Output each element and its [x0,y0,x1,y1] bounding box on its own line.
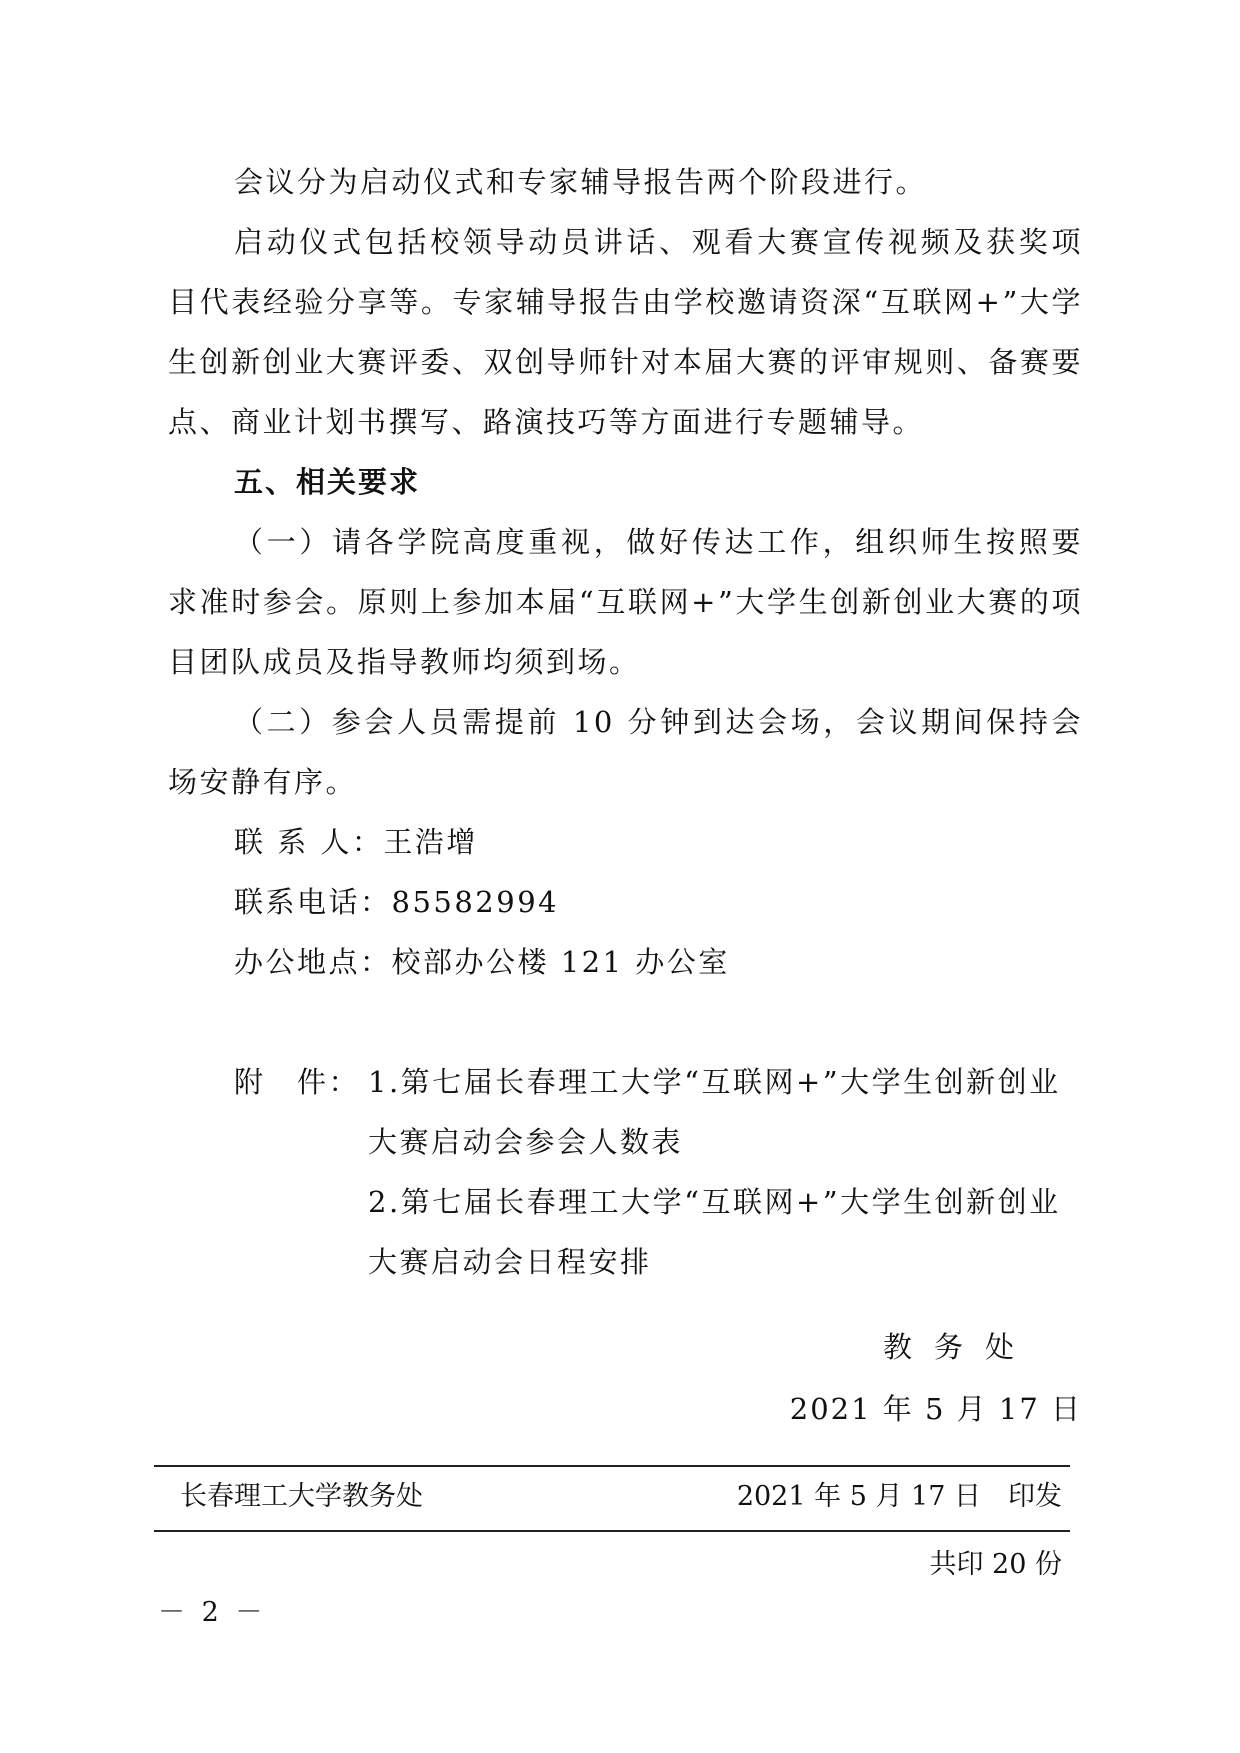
footer-divider-top [154,1465,1070,1467]
paragraph-meeting-stages: 会议分为启动仪式和专家辅导报告两个阶段进行。 [234,165,928,199]
signature-org: 教务处 [882,1330,1036,1364]
signature-date: 2021 年 5 月 17 日 [789,1392,1082,1426]
attachments-block [168,1052,1083,1292]
document-body [168,152,1083,1292]
spacer [168,992,1083,1052]
footer-divider-bottom [154,1530,1070,1532]
signature-block [790,1316,1082,1440]
attachments-label: 附 件： [234,1065,361,1099]
footer-issuer: 长春理工大学教务处 [180,1481,423,1512]
attachment-item-2: 2.第七届长春理工大学“互联网+”大学生创新创业大赛启动会日程安排 [368,1185,1061,1279]
attachments-list [368,1052,1083,1292]
section-heading-requirements: 五、相关要求 [234,465,421,499]
attachment-item-1: 1.第七届长春理工大学“互联网+”大学生创新创业大赛启动会参会人数表 [368,1065,1061,1159]
contact-phone: 联系电话：85582994 [234,885,560,919]
page-number: － 2 － [158,1597,267,1628]
contact-person: 联 系 人：王浩增 [234,825,478,859]
contact-office: 办公地点：校部办公楼 121 办公室 [234,945,730,979]
paragraph-requirement-2: （二）参会人员需提前 10 分钟到达会场，会议期间保持会场安静有序。 [168,705,1083,799]
footer-copies: 共印 20 份 [929,1549,1062,1580]
footer-issue-date: 2021 年 5 月 17 日 印发 [736,1481,1062,1512]
paragraph-requirement-1: （一）请各学院高度重视，做好传达工作，组织师生按照要求准时参会。原则上参加本届“互联网+”大学生创新创业大赛的项目团队成员及指导教师均须到场。 [168,525,1083,679]
paragraph-ceremony-details: 启动仪式包括校领导动员讲话、观看大赛宣传视频及获奖项目代表经验分享等。专家辅导报告由学校邀请资深“互联网+”大学生创新创业大赛评委、双创导师针对本届大赛的评审规则、备赛要点、商业计划书撰写、路演技巧等方面进行专题辅导。 [168,225,1083,439]
